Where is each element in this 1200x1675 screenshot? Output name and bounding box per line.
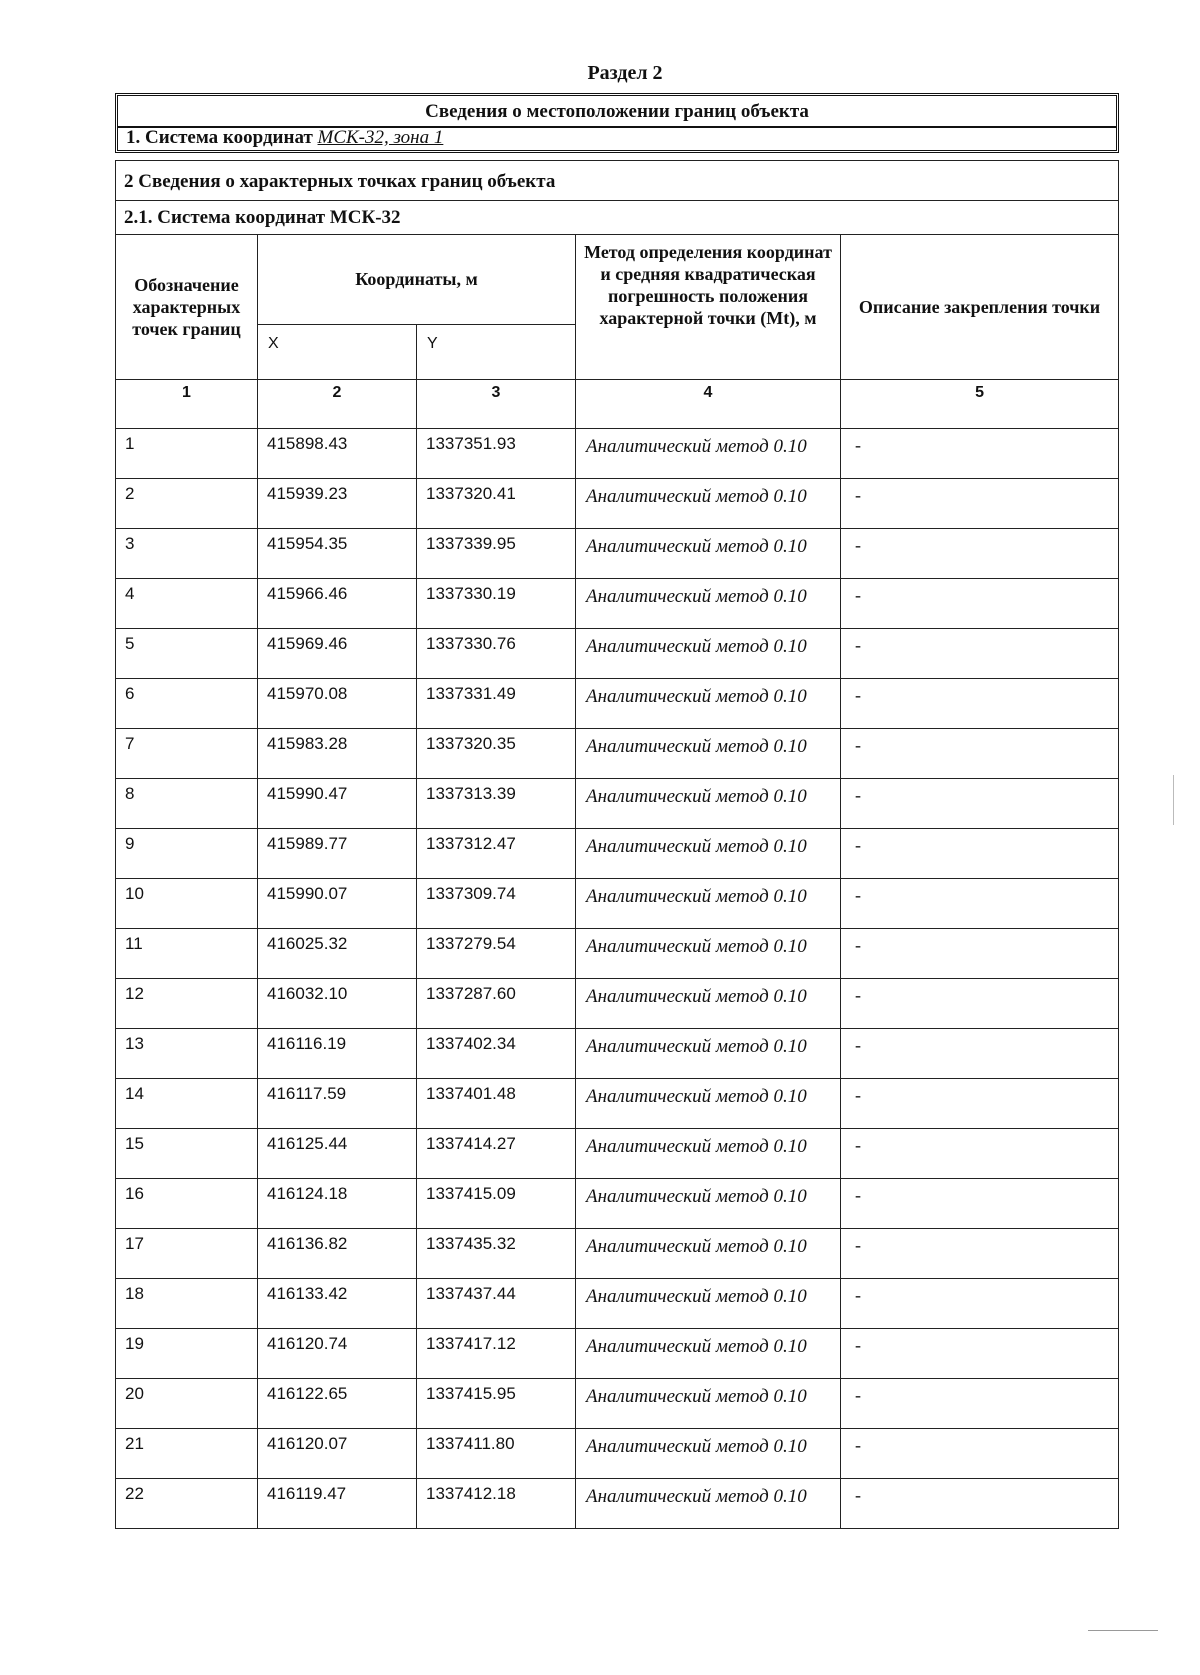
table-row	[116, 1379, 1119, 1429]
point-number: 22	[116, 1479, 258, 1529]
coord-system-value: МСК-32, зона 1	[317, 127, 444, 148]
table-row	[116, 629, 1119, 679]
table-row	[116, 1179, 1119, 1229]
header-coordinates: Координаты, м	[258, 235, 576, 325]
coord-x: 416117.59	[258, 1079, 417, 1129]
method-accuracy: Аналитический метод 0.10	[576, 1129, 841, 1179]
location-header-box	[115, 93, 1119, 153]
table-row	[116, 1429, 1119, 1479]
coord-y: 1337330.19	[417, 579, 576, 629]
coord-x: 416125.44	[258, 1129, 417, 1179]
method-accuracy: Аналитический метод 0.10	[576, 979, 841, 1029]
coord-x: 415954.35	[258, 529, 417, 579]
coord-y: 1337417.12	[417, 1329, 576, 1379]
coord-x: 416136.82	[258, 1229, 417, 1279]
coord-y: 1337411.80	[417, 1429, 576, 1479]
coord-x: 415989.77	[258, 829, 417, 879]
column-number: 5	[841, 380, 1119, 429]
table-row	[116, 729, 1119, 779]
point-fixing-description: -	[841, 729, 1119, 779]
point-fixing-description: -	[841, 479, 1119, 529]
header-description: Описание закрепления точки	[841, 235, 1119, 380]
table-row	[116, 829, 1119, 879]
point-number: 3	[116, 529, 258, 579]
point-fixing-description: -	[841, 829, 1119, 879]
coord-y: 1337313.39	[417, 779, 576, 829]
table-caption-coord-system: 2.1. Система координат МСК-32	[116, 201, 1119, 235]
header-point-designation: Обозначение характерных точек границ	[116, 235, 258, 380]
method-accuracy: Аналитический метод 0.10	[576, 579, 841, 629]
point-fixing-description: -	[841, 429, 1119, 479]
column-number: 1	[116, 380, 258, 429]
table-row	[116, 1129, 1119, 1179]
point-fixing-description: -	[841, 1279, 1119, 1329]
table-row	[116, 1479, 1119, 1529]
point-fixing-description: -	[841, 1029, 1119, 1079]
method-accuracy: Аналитический метод 0.10	[576, 679, 841, 729]
method-accuracy: Аналитический метод 0.10	[576, 1079, 841, 1129]
table-caption-points: 2 Сведения о характерных точках границ объекта	[116, 161, 1119, 201]
point-number: 9	[116, 829, 258, 879]
coord-y: 1337309.74	[417, 879, 576, 929]
point-number: 11	[116, 929, 258, 979]
point-fixing-description: -	[841, 1379, 1119, 1429]
point-number: 20	[116, 1379, 258, 1429]
coord-x: 416025.32	[258, 929, 417, 979]
table-row	[116, 779, 1119, 829]
method-accuracy: Аналитический метод 0.10	[576, 779, 841, 829]
coord-x: 416032.10	[258, 979, 417, 1029]
coord-x: 416124.18	[258, 1179, 417, 1229]
coord-y: 1337330.76	[417, 629, 576, 679]
coord-y: 1337331.49	[417, 679, 576, 729]
coord-x: 415970.08	[258, 679, 417, 729]
point-number: 7	[116, 729, 258, 779]
location-header-title: Сведения о местоположении границ объекта	[118, 96, 1116, 128]
scan-artifact-line	[1173, 775, 1174, 825]
coord-y: 1337437.44	[417, 1279, 576, 1329]
point-fixing-description: -	[841, 879, 1119, 929]
table-row	[116, 529, 1119, 579]
coord-y: 1337320.41	[417, 479, 576, 529]
point-fixing-description: -	[841, 1129, 1119, 1179]
point-fixing-description: -	[841, 579, 1119, 629]
point-fixing-description: -	[841, 779, 1119, 829]
method-accuracy: Аналитический метод 0.10	[576, 479, 841, 529]
table-row	[116, 679, 1119, 729]
point-number: 10	[116, 879, 258, 929]
point-number: 19	[116, 1329, 258, 1379]
point-fixing-description: -	[841, 1179, 1119, 1229]
coord-y: 1337312.47	[417, 829, 576, 879]
point-fixing-description: -	[841, 1229, 1119, 1279]
column-number: 2	[258, 380, 417, 429]
section-title: Раздел 2	[587, 62, 663, 84]
point-number: 6	[116, 679, 258, 729]
method-accuracy: Аналитический метод 0.10	[576, 1329, 841, 1379]
coord-y: 1337401.48	[417, 1079, 576, 1129]
column-number-row	[116, 380, 1119, 429]
method-accuracy: Аналитический метод 0.10	[576, 1379, 841, 1429]
point-number: 18	[116, 1279, 258, 1329]
point-number: 8	[116, 779, 258, 829]
coord-x: 415898.43	[258, 429, 417, 479]
point-fixing-description: -	[841, 529, 1119, 579]
method-accuracy: Аналитический метод 0.10	[576, 1479, 841, 1529]
coord-y: 1337351.93	[417, 429, 576, 479]
table-row	[116, 1079, 1119, 1129]
coord-x: 416122.65	[258, 1379, 417, 1429]
coord-x: 415990.47	[258, 779, 417, 829]
coord-y: 1337415.95	[417, 1379, 576, 1429]
points-table	[115, 160, 1119, 1529]
point-number: 13	[116, 1029, 258, 1079]
method-accuracy: Аналитический метод 0.10	[576, 1229, 841, 1279]
point-fixing-description: -	[841, 679, 1119, 729]
coord-y: 1337415.09	[417, 1179, 576, 1229]
point-fixing-description: -	[841, 1329, 1119, 1379]
point-number: 14	[116, 1079, 258, 1129]
coord-x: 415983.28	[258, 729, 417, 779]
column-number: 4	[576, 380, 841, 429]
table-row	[116, 1229, 1119, 1279]
point-number: 17	[116, 1229, 258, 1279]
coord-x: 415939.23	[258, 479, 417, 529]
coord-x: 415969.46	[258, 629, 417, 679]
table-row	[116, 579, 1119, 629]
coord-y: 1337287.60	[417, 979, 576, 1029]
point-number: 16	[116, 1179, 258, 1229]
coord-y: 1337435.32	[417, 1229, 576, 1279]
point-number: 5	[116, 629, 258, 679]
coord-x: 416116.19	[258, 1029, 417, 1079]
method-accuracy: Аналитический метод 0.10	[576, 1429, 841, 1479]
point-fixing-description: -	[841, 1079, 1119, 1129]
method-accuracy: Аналитический метод 0.10	[576, 529, 841, 579]
point-number: 4	[116, 579, 258, 629]
point-number: 2	[116, 479, 258, 529]
coord-system-label: 1. Система координат	[126, 127, 313, 148]
coord-x: 416120.74	[258, 1329, 417, 1379]
coord-y: 1337320.35	[417, 729, 576, 779]
coord-y: 1337412.18	[417, 1479, 576, 1529]
point-number: 21	[116, 1429, 258, 1479]
method-accuracy: Аналитический метод 0.10	[576, 929, 841, 979]
point-number: 12	[116, 979, 258, 1029]
point-fixing-description: -	[841, 929, 1119, 979]
method-accuracy: Аналитический метод 0.10	[576, 879, 841, 929]
method-accuracy: Аналитический метод 0.10	[576, 729, 841, 779]
method-accuracy: Аналитический метод 0.10	[576, 1029, 841, 1079]
column-number: 3	[417, 380, 576, 429]
table-row	[116, 1329, 1119, 1379]
point-fixing-description: -	[841, 1479, 1119, 1529]
point-fixing-description: -	[841, 629, 1119, 679]
table-row	[116, 929, 1119, 979]
table-row	[116, 879, 1119, 929]
method-accuracy: Аналитический метод 0.10	[576, 429, 841, 479]
coord-y: 1337414.27	[417, 1129, 576, 1179]
coord-x: 415990.07	[258, 879, 417, 929]
coord-system-line	[118, 126, 1116, 150]
method-accuracy: Аналитический метод 0.10	[576, 1179, 841, 1229]
method-accuracy: Аналитический метод 0.10	[576, 1279, 841, 1329]
coord-y: 1337339.95	[417, 529, 576, 579]
point-number: 15	[116, 1129, 258, 1179]
method-accuracy: Аналитический метод 0.10	[576, 829, 841, 879]
table-row	[116, 1029, 1119, 1079]
table-row	[116, 1279, 1119, 1329]
scan-artifact-footer-line	[1088, 1630, 1158, 1631]
header-x: X	[258, 324, 417, 379]
header-y: Y	[417, 324, 576, 379]
point-number: 1	[116, 429, 258, 479]
table-row	[116, 479, 1119, 529]
coord-x: 416120.07	[258, 1429, 417, 1479]
table-row	[116, 429, 1119, 479]
coord-x: 415966.46	[258, 579, 417, 629]
table-row	[116, 979, 1119, 1029]
coord-x: 416133.42	[258, 1279, 417, 1329]
coord-y: 1337402.34	[417, 1029, 576, 1079]
coord-y: 1337279.54	[417, 929, 576, 979]
header-method: Метод определения координат и средняя квадратическая погрешность положения характерной точки (Mt), м	[576, 235, 841, 380]
method-accuracy: Аналитический метод 0.10	[576, 629, 841, 679]
point-fixing-description: -	[841, 979, 1119, 1029]
point-fixing-description: -	[841, 1429, 1119, 1479]
coord-x: 416119.47	[258, 1479, 417, 1529]
